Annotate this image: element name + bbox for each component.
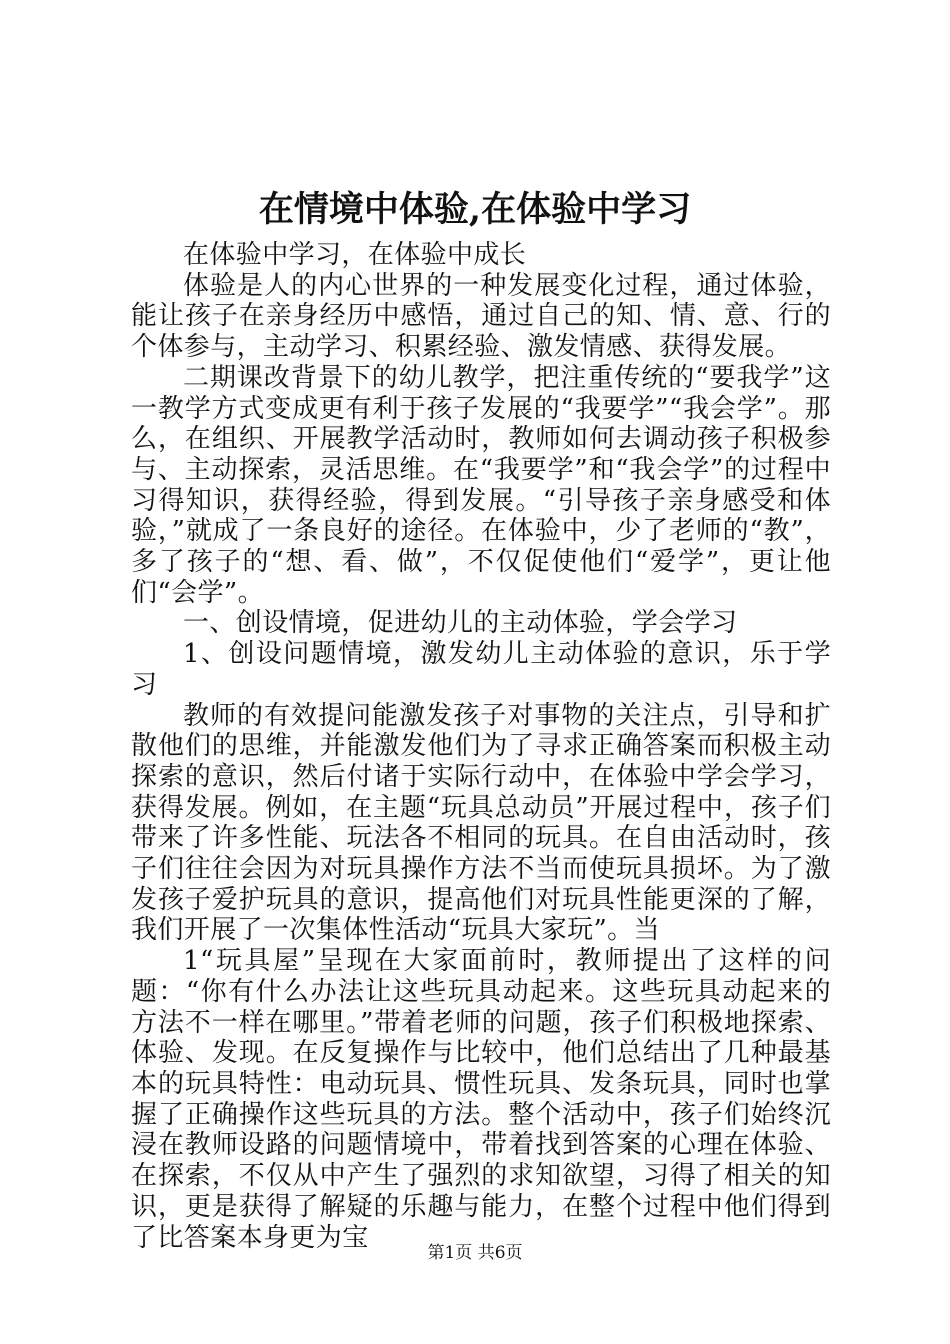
subsection-heading: 1、创设问题情境，激发幼儿主动体验的意识，乐于学习: [131, 639, 831, 700]
page-footer: 第1页 共6页: [427, 1243, 523, 1263]
paragraph: 体验是人的内心世界的一种发展变化过程，通过体验，能让孩子在亲身经历中感悟，通过自己的知、情、意、行的个体参与，主动学习、积累经验、激发情感、获得发展。: [131, 270, 831, 363]
paragraph: 二期课改背景下的幼儿教学，把注重传统的“要我学”这一教学方式变成更有利于孩子发展的“我要学”“我会学”。那么，在组织、开展教学活动时，教师如何去调动孩子积极参与、主动探索，灵活思维。在“我要学”和“我会学”的过程中习得知识，获得经验，得到发展。“引导孩子亲身感受和体验，”就成了一条良好的途径。在体验中，少了老师的“教”，多了孩子的“想、看、做”，不仅促使他们“爱学”，更让他们“会学”。: [131, 362, 831, 608]
paragraph: 在体验中学习，在体验中成长: [183, 240, 527, 270]
paragraph: 教师的有效提问能激发孩子对事物的关注点，引导和扩散他们的思维，并能激发他们为了寻求正确答案而积极主动探索的意识，然后付诸于实际行动中，在体验中学会学习，获得发展。例如，在主题“玩具总动员”开展过程中，孩子们带来了许多性能、玩法各不相同的玩具。在自由活动时，孩子们往往会因为对玩具操作方法不当而使玩具损坏。为了激发孩子爱护玩具的意识，提高他们对玩具性能更深的了解，我们开展了一次集体性活动“玩具大家玩”。当: [131, 700, 831, 946]
document-title: 在情境中体验,在体验中学习: [258, 189, 692, 230]
section-heading: 一、创设情境，促进幼儿的主动体验，学会学习: [183, 608, 738, 639]
document-body: [131, 240, 831, 1253]
paragraph: 1“玩具屋”呈现在大家面前时，教师提出了这样的问题：“你有什么办法让这些玩具动起来。这些玩具动起来的方法不一样在哪里。”带着老师的问题，孩子们积极地探索、体验、发现。在反复操作与比较中，他们总结出了几种最基本的玩具特性：电动玩具、惯性玩具、发条玩具，同时也掌握了正确操作这些玩具的方法。整个活动中，孩子们始终沉浸在教师设路的问题情境中，带着找到答案的心理在体验、在探索，不仅从中产生了强烈的求知欲望，习得了相关的知识，更是获得了解疑的乐趣与能力，在整个过程中他们得到了比答案本身更为宝: [131, 946, 831, 1253]
